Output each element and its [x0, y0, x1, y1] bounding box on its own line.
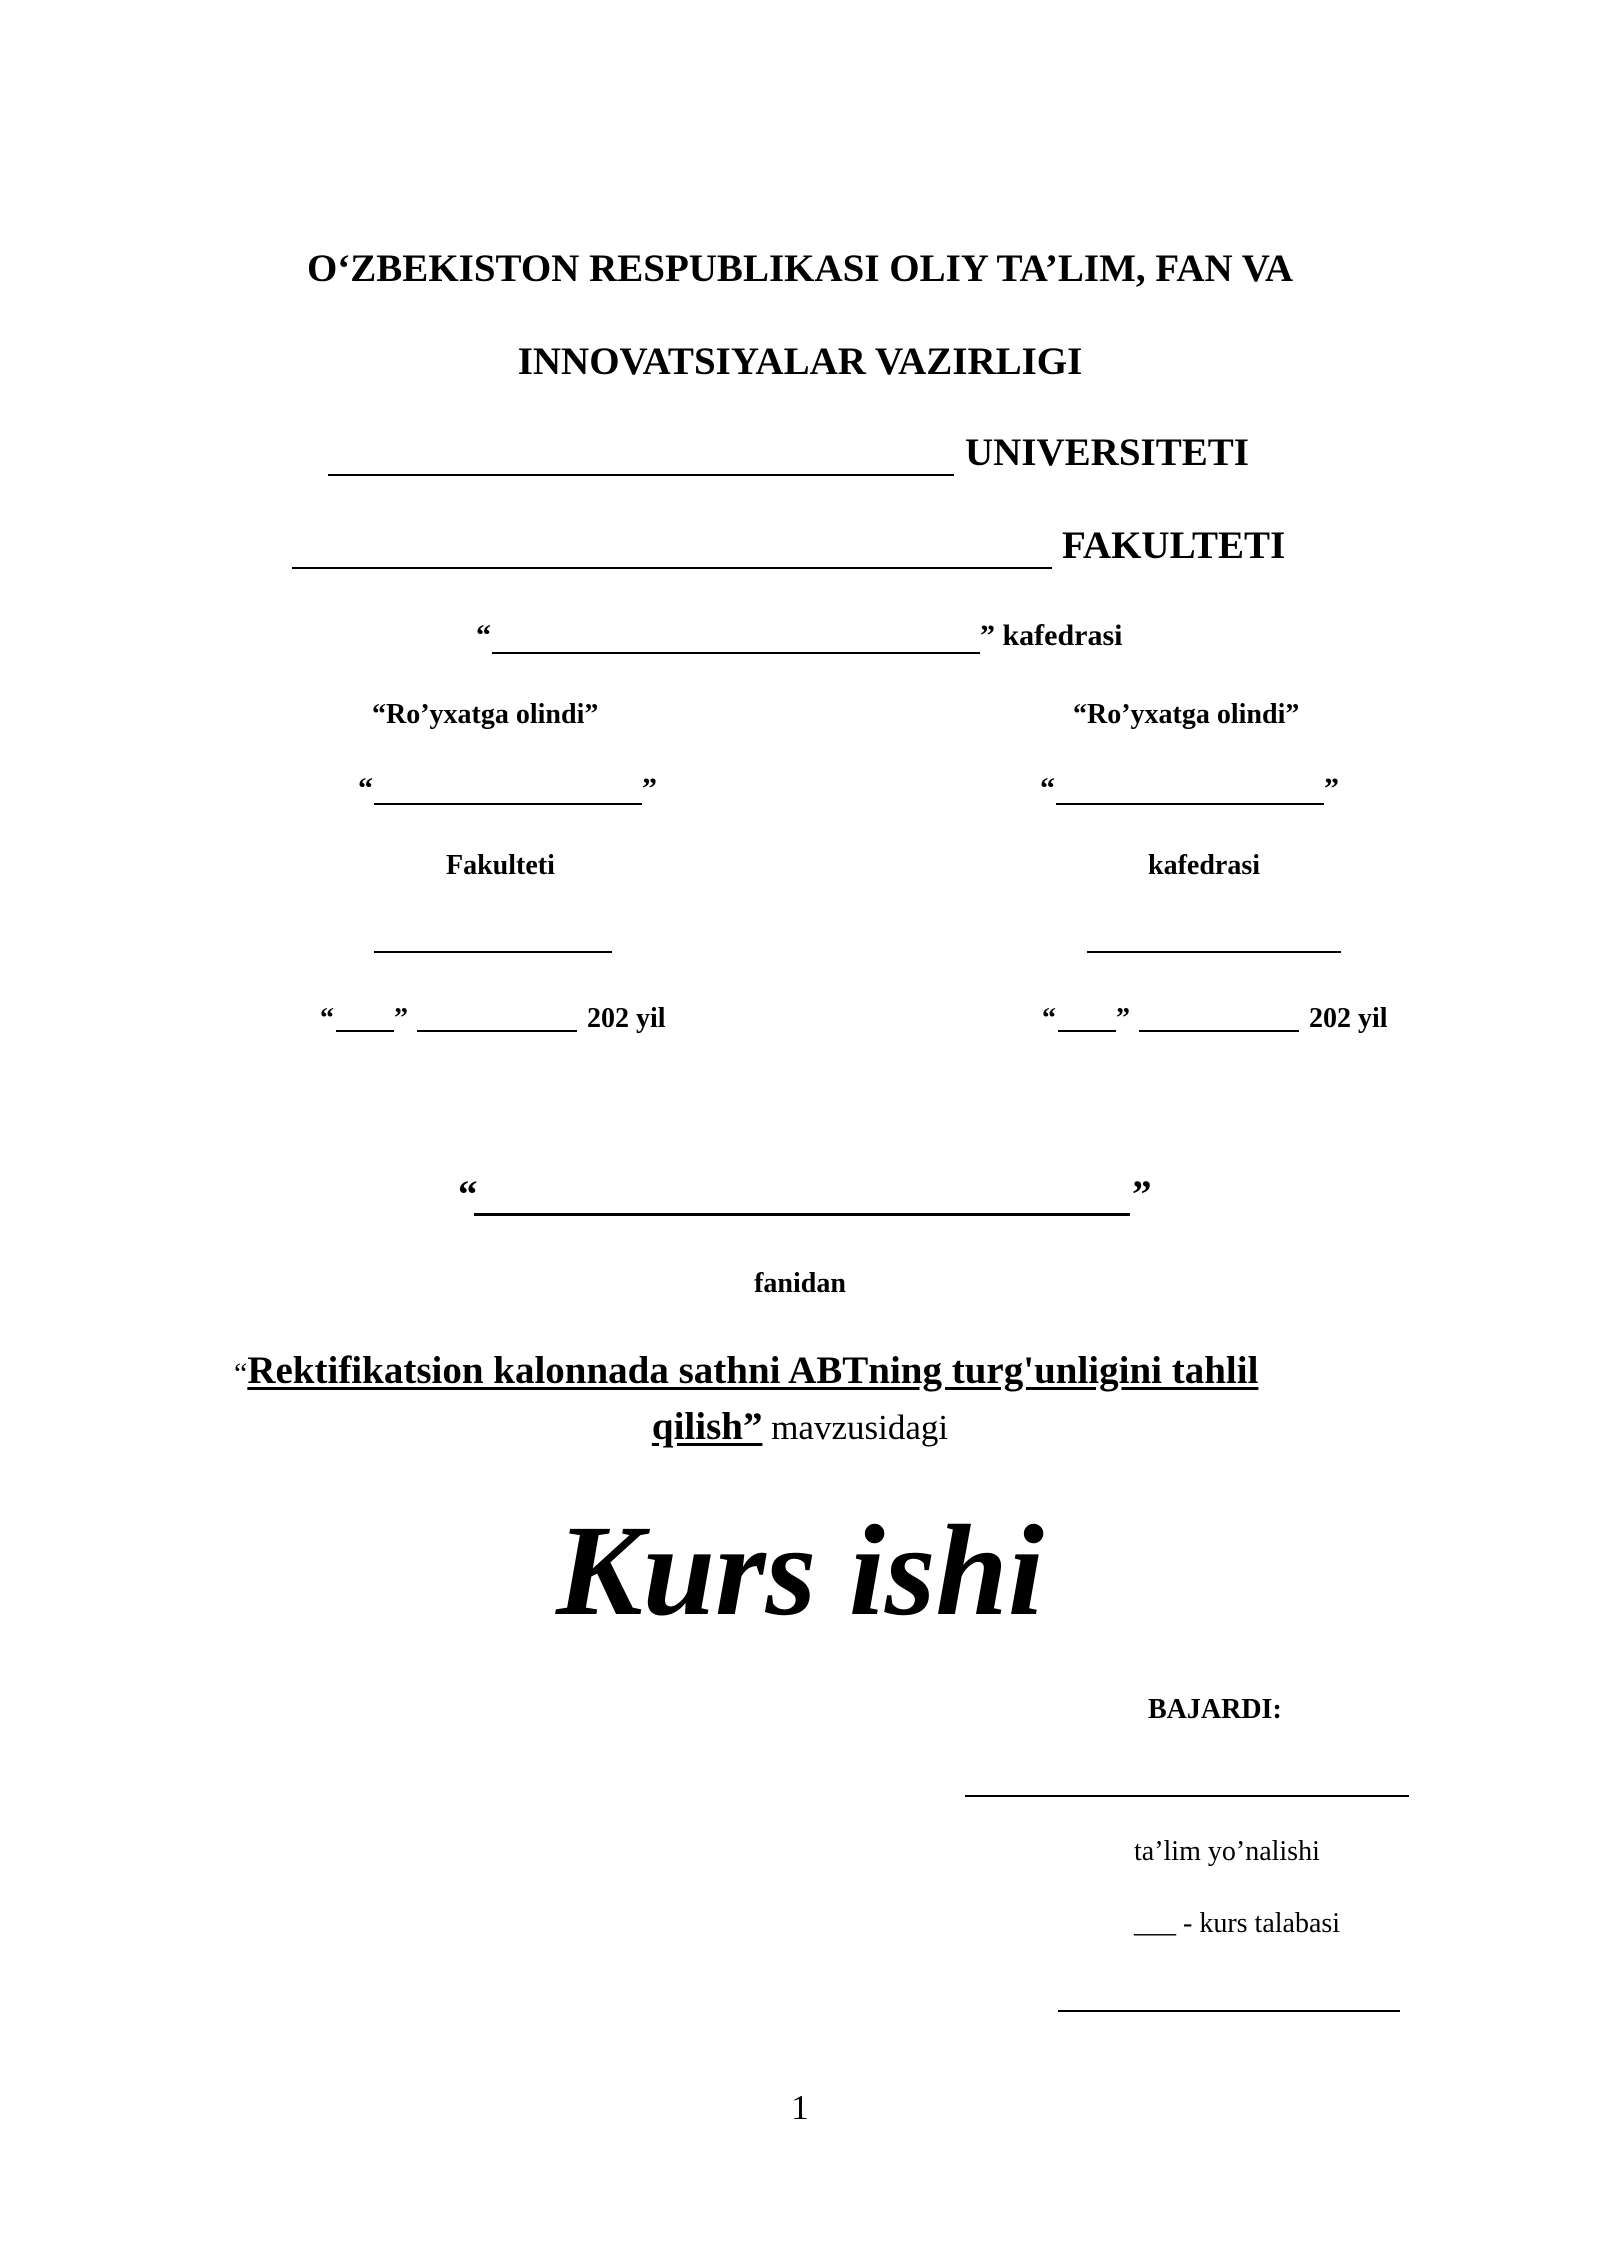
- registration-left-day-blank: [336, 1030, 394, 1032]
- university-name-blank: [328, 474, 954, 476]
- registration-left-year: 202 yil: [587, 1003, 666, 1034]
- ministry-title-line2: INNOVATSIYALAR VAZIRLIGI: [517, 340, 1083, 383]
- topic-title-line1: Rektifikatsion kalonnada sathni ABTning turg'unligini tahlil: [247, 1349, 1259, 1392]
- performer-signature-blank: [1058, 2010, 1400, 2012]
- topic-quote-open: “: [234, 1357, 248, 1390]
- topic-line1: [234, 1348, 1258, 1393]
- registration-right-day-blank: [1058, 1030, 1116, 1032]
- registration-right-blank: [1056, 803, 1324, 805]
- department-quote-open: “: [476, 619, 491, 652]
- subject-quote-close: ”: [1132, 1173, 1152, 1216]
- registration-right-quote-close: ”: [1324, 772, 1339, 805]
- subject-quote-open: “: [458, 1173, 478, 1216]
- page-number: 1: [791, 2088, 809, 2127]
- registration-right-year: 202 yil: [1309, 1003, 1388, 1034]
- topic-suffix: mavzusidagi: [762, 1408, 949, 1447]
- university-label: UNIVERSITETI: [965, 431, 1249, 474]
- registration-left-quote-close: ”: [642, 772, 657, 805]
- registration-right-month-blank: [1139, 1030, 1299, 1032]
- subject-caption: fanidan: [754, 1268, 846, 1299]
- performer-name-blank: [965, 1795, 1409, 1797]
- subject-name-blank: [474, 1213, 1130, 1216]
- performer-course: [1134, 1908, 1340, 1940]
- registration-right-quote-open: “: [1040, 772, 1055, 805]
- registration-right-signature-blank: [1087, 951, 1341, 953]
- department-label: ” kafedrasi: [980, 619, 1123, 652]
- registration-right-label: kafedrasi: [1148, 850, 1260, 881]
- registration-left-label: Fakulteti: [446, 850, 555, 881]
- registration-left-month-blank: [417, 1030, 577, 1032]
- performer-course-blank: ___: [1134, 1908, 1176, 1939]
- performer-course-label: - kurs talabasi: [1176, 1908, 1341, 1939]
- performer-label: BAJARDI:: [1148, 1694, 1282, 1725]
- registration-right-date-open: “: [1042, 1003, 1056, 1034]
- registration-right-date-mid: ”: [1116, 1003, 1130, 1034]
- faculty-name-blank: [292, 567, 1052, 569]
- faculty-label: FAKULTETI: [1062, 524, 1286, 567]
- registration-left-title: “Ro’yxatga olindi”: [372, 699, 599, 730]
- topic-line2: [0, 1404, 1600, 1449]
- registration-left-date-open: “: [320, 1003, 334, 1034]
- registration-right-title: “Ro’yxatga olindi”: [1073, 699, 1300, 730]
- registration-left-blank: [374, 803, 642, 805]
- performer-direction: ta’lim yo’nalishi: [1134, 1836, 1320, 1867]
- registration-left-signature-blank: [374, 951, 612, 953]
- registration-left-quote-open: “: [358, 772, 373, 805]
- topic-title-line2: qilish”: [651, 1405, 763, 1448]
- department-name-blank: [492, 652, 980, 654]
- registration-left-date-mid: ”: [394, 1003, 408, 1034]
- main-title: Kurs ishi: [556, 1499, 1044, 1643]
- ministry-title-line1: O‘ZBEKISTON RESPUBLIKASI OLIY TA’LIM, FAN VA: [306, 247, 1294, 290]
